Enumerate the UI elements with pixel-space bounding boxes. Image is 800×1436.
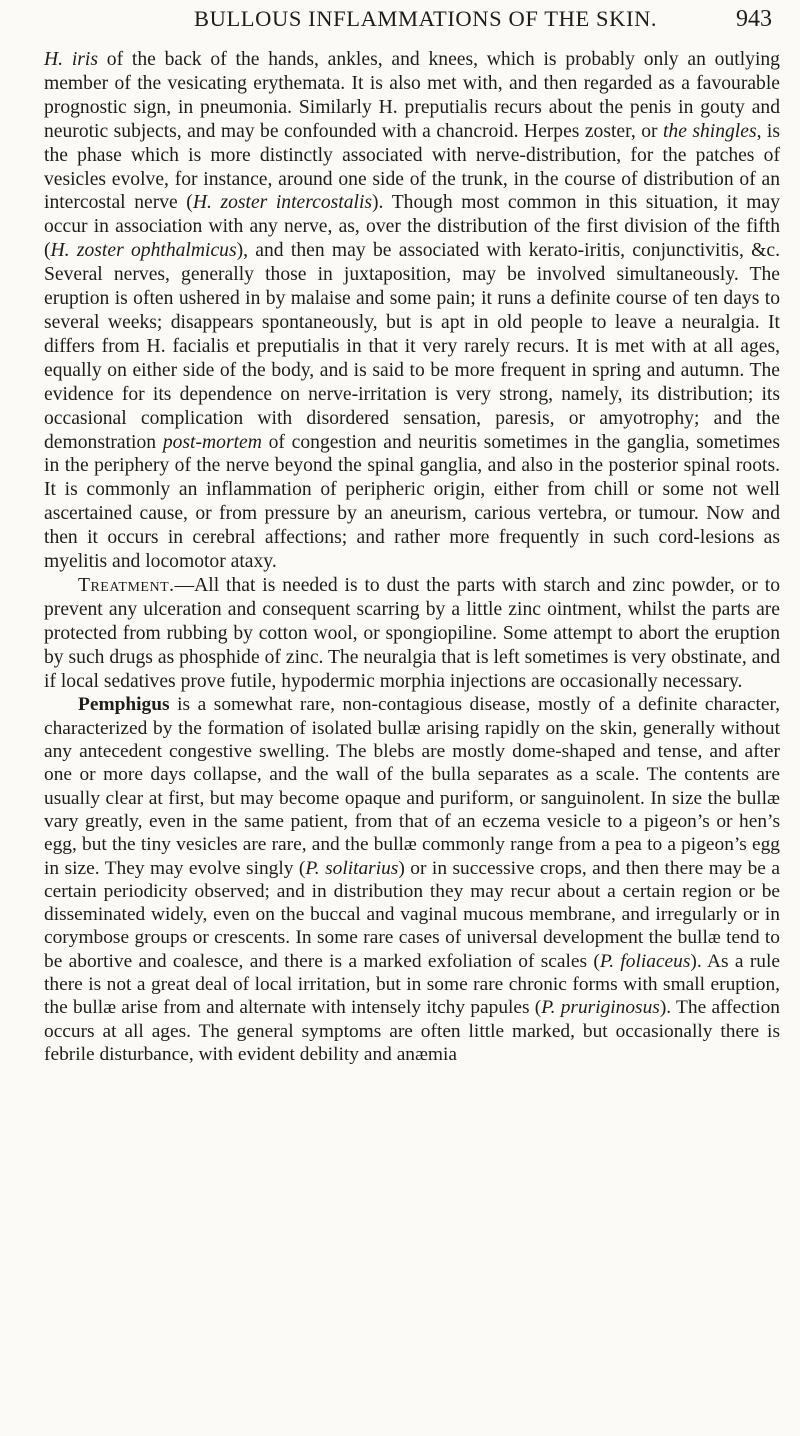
page-number: 943 bbox=[736, 6, 772, 32]
text-segment: ), and then may be associated with kerato-iritis, conjunctivitis, &c. Several nerves, generally those in juxtaposition, may be involved simultaneously. The eruption is often ushered in by malaise and some pain; it runs a definite course of ten days to several weeks; disappears spontaneously, but is apt in old people to leave a neuralgia. It differs from H. facialis et preputialis in that it very rarely recurs. It is met with at all ages, equally on either side of the body, and is said to be more frequent in spring and autumn. The evidence for its dependence on nerve-irritation is very strong, namely, its distribution; its occasional complication with disordered sensation, paresis, or amyotrophy; and the demonstration bbox=[44, 240, 780, 453]
term-p-solitarius: P. solitarius bbox=[305, 857, 399, 879]
paragraph-pemphigus bbox=[44, 693, 780, 1066]
term-h-zoster-intercostalis: H. zoster intercostalis bbox=[192, 192, 373, 214]
term-the-shingles: the shingles bbox=[662, 120, 757, 142]
text-segment: ). As a rule there is not a great deal of local irritation, but in some rare chronic forms with small eruption, the bullæ arise from and alternate with intensely itchy papules ( bbox=[44, 950, 780, 1019]
text-segment: —All that is needed is to dust the parts with starch and zinc powder, or to prevent any ulceration and consequent scarring by a little zinc ointment, whilst the parts are protected from rubbing by cotton wool, or spongiopiline. Some attempt to abort the eruption by such drugs as phosphide of zinc. The neuralgia that is left sometimes is very obstinate, and if local sedatives prove futile, hypodermic morphia injections are occasionally necessary. bbox=[44, 574, 780, 692]
term-h-iris: H. iris bbox=[44, 49, 98, 70]
text-segment: of the back of the hands, ankles, and knees, which is probably only an outlying member of the vesicating erythemata. It is also met with, and then regarded as a favourable prognostic sign, in pneumonia. Similarly H. preputialis recurs about the penis in gouty and neurotic subjects, and may be confounded with a chancroid. Herpes zoster, or bbox=[44, 49, 780, 142]
treatment-heading: Treatment. bbox=[78, 574, 175, 596]
term-h-zoster-ophthalmicus: H. zoster ophthalmicus bbox=[50, 240, 237, 262]
page-body bbox=[44, 48, 780, 1066]
term-post-mortem: post-mortem bbox=[162, 431, 262, 453]
term-p-foliaceus: P. foliaceus bbox=[599, 950, 691, 972]
page-header bbox=[44, 4, 780, 44]
text-segment: is a somewhat rare, non-contagious disease, mostly of a definite character, characterized by the formation of isolated bullæ arising rapidly on the skin, generally without any antecedent congestive swelling. The blebs are mostly dome-shaped and tense, and after one or more days collapse, and the wall of the bulla separates as a scale. The contents are usually clear at first, but may become opaque and puriform, or sanguinolent. In size the bullæ vary greatly, even in the same patient, from that of an eczema vesicle to a pigeon’s or hen’s egg, but the tiny vesicles are rare, and the bullæ commonly range from a pea to a pigeon’s egg in size. They may evolve singly ( bbox=[44, 694, 780, 879]
term-p-pruriginosus: P. pruriginosus bbox=[541, 997, 660, 1019]
running-title: BULLOUS INFLAMMATIONS OF THE SKIN. bbox=[194, 6, 658, 31]
paragraph-herpes bbox=[44, 48, 780, 574]
term-pemphigus: Pemphigus bbox=[78, 694, 170, 716]
text-segment: of congestion and neuritis sometimes in the ganglia, sometimes in the periphery of the nerve beyond the spinal ganglia, and also in the posterior spinal roots. It is commonly an inflammation of peripheric origin, either from chill or some not well ascertained cause, or from pressure by an aneurism, carious vertebra, or tumour. Now and then it occurs in cerebral affections; and rather more frequently in such cord-lesions as myelitis and locomotor ataxy. bbox=[44, 431, 780, 573]
text-segment: , is the phase which is more distinctly associated with nerve-distribution, for the patches of vesicles evolve, for instance, around one side of the trunk, in the course of distribution of an intercostal nerve ( bbox=[44, 120, 780, 214]
text-segment: ) or in successive crops, and then there may be a certain periodicity observed; and in distribution they may recur about a certain region or be disseminated widely, even on the buccal and vaginal mucous membrane, and irregularly or in corymbose groups or crescents. In some rare cases of universal development the bullæ tend to be abortive and coalesce, and there is a marked exfoliation of scales ( bbox=[44, 857, 780, 972]
text-segment: ). The affection occurs at all ages. The general symptoms are often little marked, but occasionally there is febrile disturbance, with evident debility and anæmia bbox=[44, 997, 780, 1065]
text-segment: ). Though most common in this situation, it may occur in association with any nerve, as, over the distribution of the first division of the fifth ( bbox=[44, 192, 780, 262]
paragraph-treatment bbox=[44, 574, 780, 694]
